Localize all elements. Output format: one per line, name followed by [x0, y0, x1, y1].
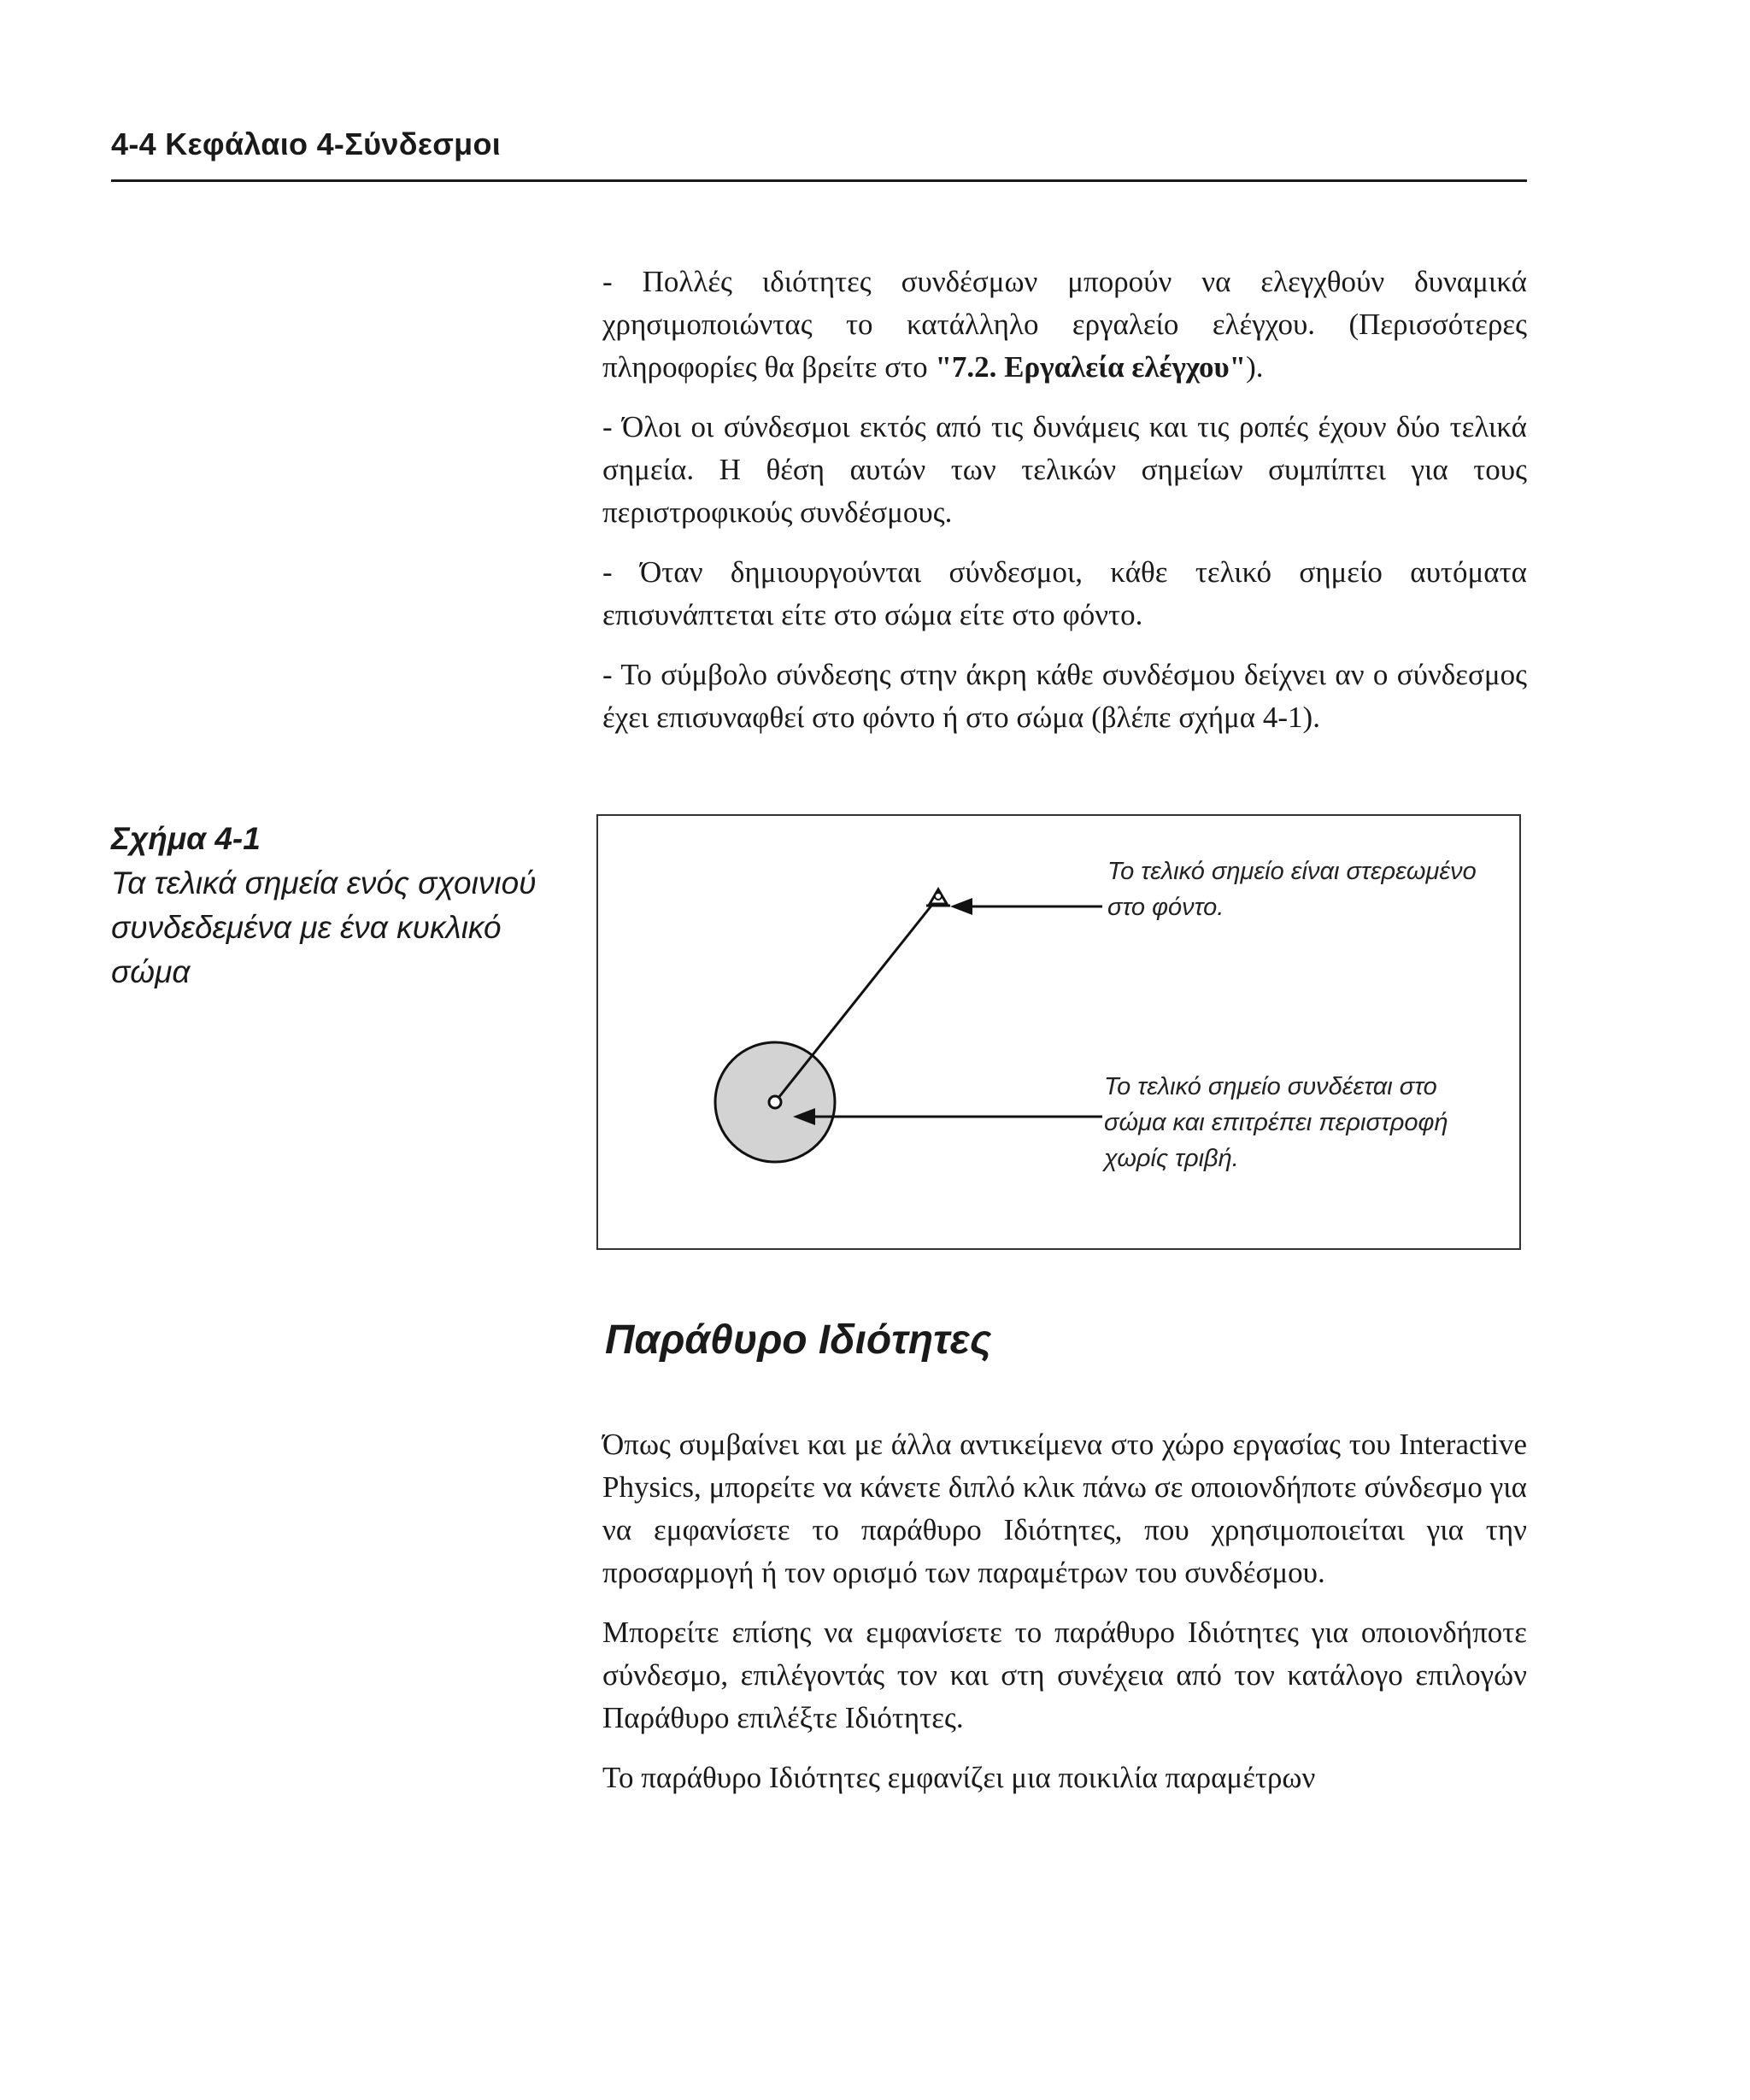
figure-caption: [111, 817, 573, 994]
figure-4-1: [596, 814, 1521, 1250]
bullet-3: - Όταν δημιουργούνται σύνδεσμοι, κάθε τελικό σημείο αυτόματα επισυνάπτεται είτε στο σώμα είτε στο φόντο.: [602, 555, 1527, 631]
body-pin-icon: [769, 1096, 781, 1108]
paragraph-3: Το παράθυρο Ιδιότητες εμφανίζει μια ποικιλία παραμέτρων: [602, 1761, 1316, 1794]
bullet-2: - Όλοι οι σύνδεσμοι εκτός από τις δυνάμεις και τις ροπές έχουν δύο τελικά σημεία. Η θέση αυτών των τελικών σημείων συμπίπτει για τους περιστροφικούς συνδέσμους.: [602, 410, 1527, 529]
bullet-1-text: - Πολλές ιδιότητες συνδέσμων μπορούν να ελεγχθούν δυναμικά χρησιμοποιώντας το κατάλληλο εργαλείο ελέγχου. (Περισσότερες πληροφορίες θα βρείτε στο: [602, 265, 1527, 384]
page-header: 4-4 Κεφάλαιο 4-Σύνδεσμοι: [111, 126, 502, 161]
bullet-list: [602, 261, 1527, 756]
bullet-1-end: ).: [1246, 350, 1264, 384]
bullet-1: [602, 261, 1527, 389]
annotation-anchor: Το τελικό σημείο είναι στερεωμένο στο φόντο.: [1107, 858, 1477, 921]
header-rule: [111, 179, 1527, 182]
section-heading: Παράθυρο Ιδιότητες: [605, 1317, 992, 1363]
rope: [775, 897, 938, 1102]
caption-text: Τα τελικά σημεία ενός σχοινιού συνδεδεμένα με ένα κυκλικό σώμα: [111, 865, 537, 989]
section-body: [602, 1423, 1527, 1816]
bullet-4: - Το σύμβολο σύνδεσης στην άκρη κάθε συνδέσμου δείχνει αν ο σύνδεσμος έχει επισυναφθεί στο φόντο ή στο σώμα (βλέπε σχήμα 4-1).: [602, 658, 1527, 734]
annotation-body-pin: Το τελικό σημείο συνδέεται στο σώμα και επιτρέπει περιστροφή χωρίς τριβή.: [1104, 1073, 1448, 1172]
paragraph-2: Μπορείτε επίσης να εμφανίσετε το παράθυρο Ιδιότητες για οποιονδήποτε σύνδεσμο, επιλέγοντάς τον και στη συνέχεια από τον κατάλογο επιλογών Παράθυρο επιλέξτε Ιδιότητες.: [602, 1616, 1527, 1734]
anchor-icon: [926, 889, 950, 906]
caption-title: Σχήμα 4-1: [111, 821, 261, 856]
arrow-top-head-icon: [950, 898, 972, 915]
cross-reference: "7.2. Εργαλεία ελέγχου": [935, 350, 1247, 384]
paragraph-1: Όπως συμβαίνει και με άλλα αντικείμενα στο χώρο εργασίας του Interactive Physics, μπορείτε να κάνετε διπλό κλικ πάνω σε οποιονδήποτε σύνδεσμο για να εμφανίσετε το παράθυρο Ιδιότητες, που χρησιμοποιείται για την προσαρμογή ή τον ορισμό των παραμέτρων του συνδέσμου.: [602, 1428, 1527, 1589]
